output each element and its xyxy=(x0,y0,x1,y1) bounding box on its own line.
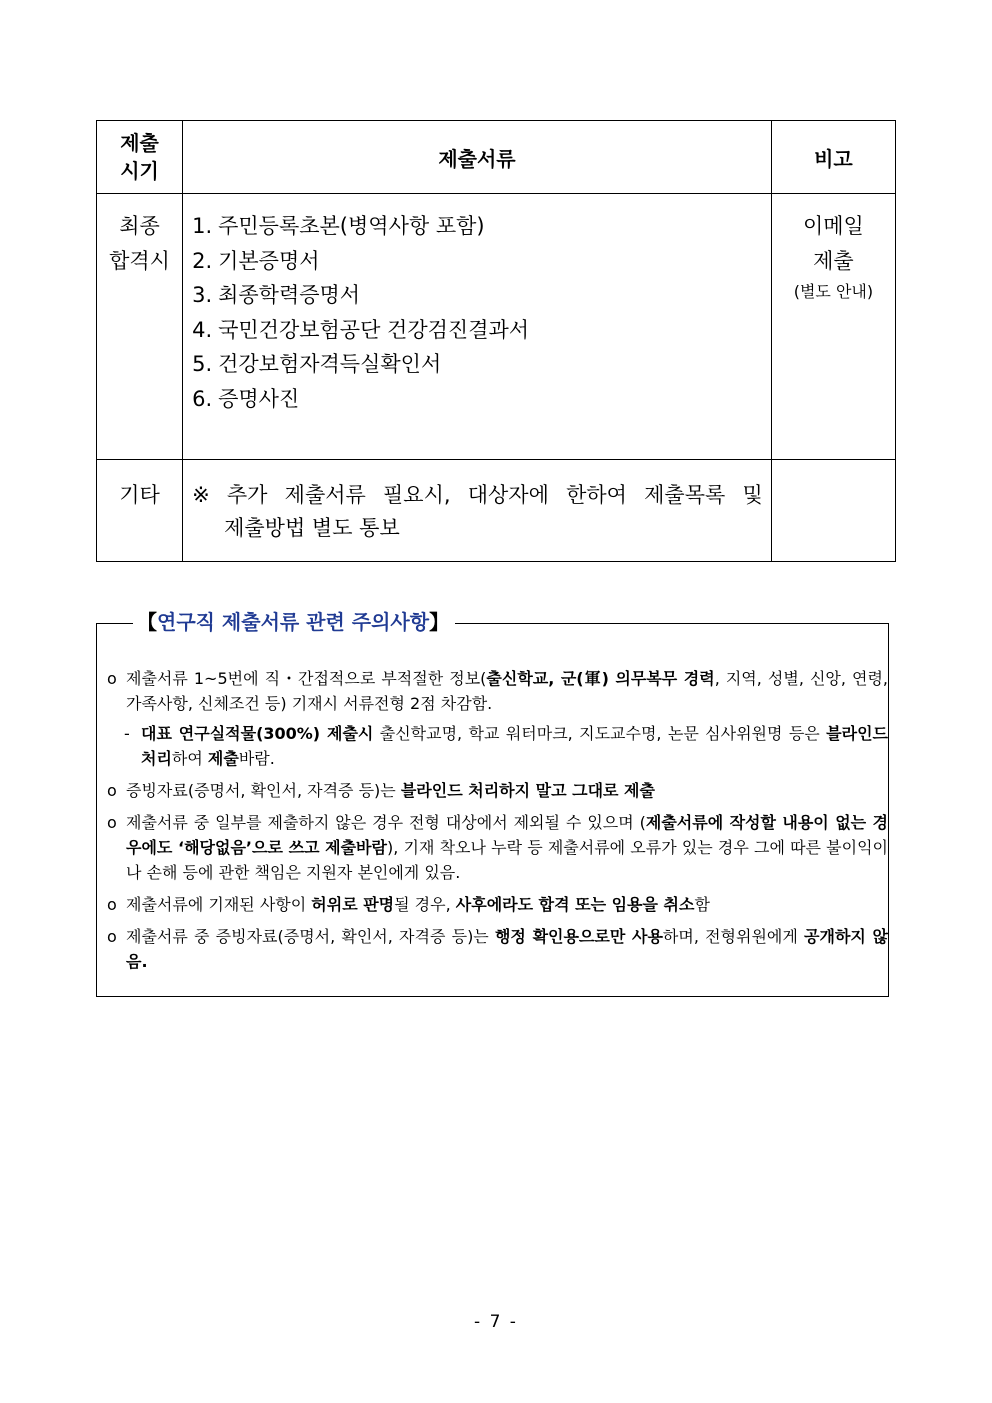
list-item-number: 5. xyxy=(192,352,213,376)
emphasis-text: 허위로 판명 xyxy=(311,895,395,914)
list-item-number: 4. xyxy=(192,317,213,342)
list-item-text: 건강보험자격득실확인서 xyxy=(218,352,442,376)
caution-item xyxy=(104,892,888,917)
final-pass-remarks-cell xyxy=(771,194,895,460)
body-text: 하여 xyxy=(171,749,208,768)
emphasis-text: 행정 확인용으로만 사용 xyxy=(494,927,663,946)
document-list xyxy=(183,194,771,416)
table-row-final-pass xyxy=(97,194,896,460)
title-open-bracket: 【 xyxy=(137,610,157,634)
etc-time-cell: 기타 xyxy=(97,460,183,562)
body-text: 제출서류에 기재된 사항이 xyxy=(126,895,312,914)
emphasis-text: 대표 연구실적물(300%) 제출시 xyxy=(141,724,374,743)
document-list-item xyxy=(192,209,771,244)
table-row-etc xyxy=(97,460,896,562)
body-text: 출신학교명, 학교 워터마크, 지도교수명, 논문 심사위원명 등은 xyxy=(373,724,827,743)
final-time-line2: 합격시 xyxy=(109,249,170,273)
caution-bullet-list xyxy=(104,666,888,981)
document-list-item xyxy=(192,347,771,382)
caution-item xyxy=(104,666,888,716)
list-item-number: 1. xyxy=(192,214,213,238)
caution-item xyxy=(104,778,888,803)
emphasis-text: 공개하지 않음. xyxy=(126,927,889,971)
body-text: 증빙자료(증명서, 확인서, 자격증 등)는 xyxy=(126,781,401,800)
list-item-text: 주민등록초본(병역사항 포함) xyxy=(218,214,485,238)
list-item-text: 최종학력증명서 xyxy=(218,283,361,307)
bullet-marker: o xyxy=(107,927,117,946)
page-number: - 7 - xyxy=(474,1312,518,1332)
remark-email: 이메일 xyxy=(802,214,864,238)
bullet-marker: o xyxy=(107,781,117,800)
etc-word: 한하여 xyxy=(566,483,627,507)
etc-word: 제출목록 xyxy=(644,483,726,507)
body-text: 하며, 전형위원에게 xyxy=(662,927,805,946)
emphasis-text: 출신학교, 군(軍) 의무복무 경력 xyxy=(486,669,715,688)
etc-remarks-cell xyxy=(771,460,895,562)
bullet-marker: o xyxy=(107,813,117,832)
etc-note-line1 xyxy=(192,479,763,512)
final-pass-documents-cell xyxy=(183,194,772,460)
document-list-item xyxy=(192,244,771,279)
caution-title-text: 연구직 제출서류 관련 주의사항 xyxy=(157,610,430,634)
header-time-line2: 시기 xyxy=(120,159,159,183)
caution-sub-item xyxy=(104,721,888,771)
etc-word: 대상자에 xyxy=(467,483,549,507)
body-text: , 지역, 성별, 신앙, 연령, 가족사항, 신체조건 등) 기재시 서류전형 2점 차감함. xyxy=(126,669,889,713)
etc-word: 필요시, xyxy=(383,483,451,507)
body-text: 함 xyxy=(694,895,710,914)
remark-separate-notice: (별도 안내) xyxy=(793,282,874,301)
bullet-marker: - xyxy=(124,724,130,743)
header-remarks: 비고 xyxy=(771,121,895,194)
etc-word: 및 xyxy=(742,483,763,507)
title-close-bracket: 】 xyxy=(429,610,450,634)
final-pass-time-cell xyxy=(97,194,183,460)
list-item-number: 2. xyxy=(192,248,213,273)
bullet-marker: o xyxy=(107,895,117,914)
emphasis-text: 블라인드 처리하지 말고 그대로 제출 xyxy=(400,781,655,800)
table-header-row xyxy=(97,121,896,194)
emphasis-text: 블라인드 처리 xyxy=(141,724,888,768)
caution-title xyxy=(133,606,455,638)
list-item-number: 3. xyxy=(192,283,213,307)
document-list-item xyxy=(192,382,771,417)
body-text: 제출서류 중 증빙자료(증명서, 확인서, 자격증 등)는 xyxy=(126,927,495,946)
final-time-line1: 최종 xyxy=(119,214,160,238)
body-text: 제출서류 1~5번에 직・간접적으로 부적절한 정보( xyxy=(126,669,487,688)
body-text: 제출서류 중 일부를 제출하지 않은 경우 전형 대상에서 제외될 수 있으며 ( xyxy=(126,813,646,832)
document-list-item xyxy=(192,313,771,348)
etc-word: 추가 xyxy=(226,483,268,507)
emphasis-text: 사후에라도 합격 또는 임용을 취소 xyxy=(455,895,695,914)
header-time-line1: 제출 xyxy=(120,131,159,155)
etc-note-line2: 제출방법 별도 통보 xyxy=(224,516,400,540)
caution-item xyxy=(104,924,888,974)
remark-submit: 제출 xyxy=(813,248,854,273)
body-text: 바람. xyxy=(238,749,275,768)
list-item-text: 국민건강보험공단 건강검진결과서 xyxy=(218,317,530,342)
header-submission-time xyxy=(97,121,183,194)
list-item-text: 기본증명서 xyxy=(218,248,320,273)
body-text: 될 경우, xyxy=(394,895,456,914)
etc-documents-cell xyxy=(183,460,772,562)
header-documents: 제출서류 xyxy=(183,121,772,194)
emphasis-text: 제출서류에 작성할 내용이 없는 경우에도 ‘해당없음’으로 쓰고 제출바람 xyxy=(126,813,888,857)
reference-mark: ※ xyxy=(192,483,210,507)
etc-word: 제출서류 xyxy=(284,483,366,507)
list-item-number: 6. xyxy=(192,386,213,411)
emphasis-text: 제출 xyxy=(207,749,239,768)
document-list-item xyxy=(192,278,771,313)
submission-documents-table xyxy=(96,120,896,562)
body-text: ), 기재 착오나 누락 등 제출서류에 오류가 있는 경우 그에 따른 불이익이나 손해 등에 관한 책임은 지원자 본인에게 있음. xyxy=(126,838,888,882)
bullet-marker: o xyxy=(107,669,117,688)
caution-item xyxy=(104,810,888,885)
list-item-text: 증명사진 xyxy=(218,386,300,411)
